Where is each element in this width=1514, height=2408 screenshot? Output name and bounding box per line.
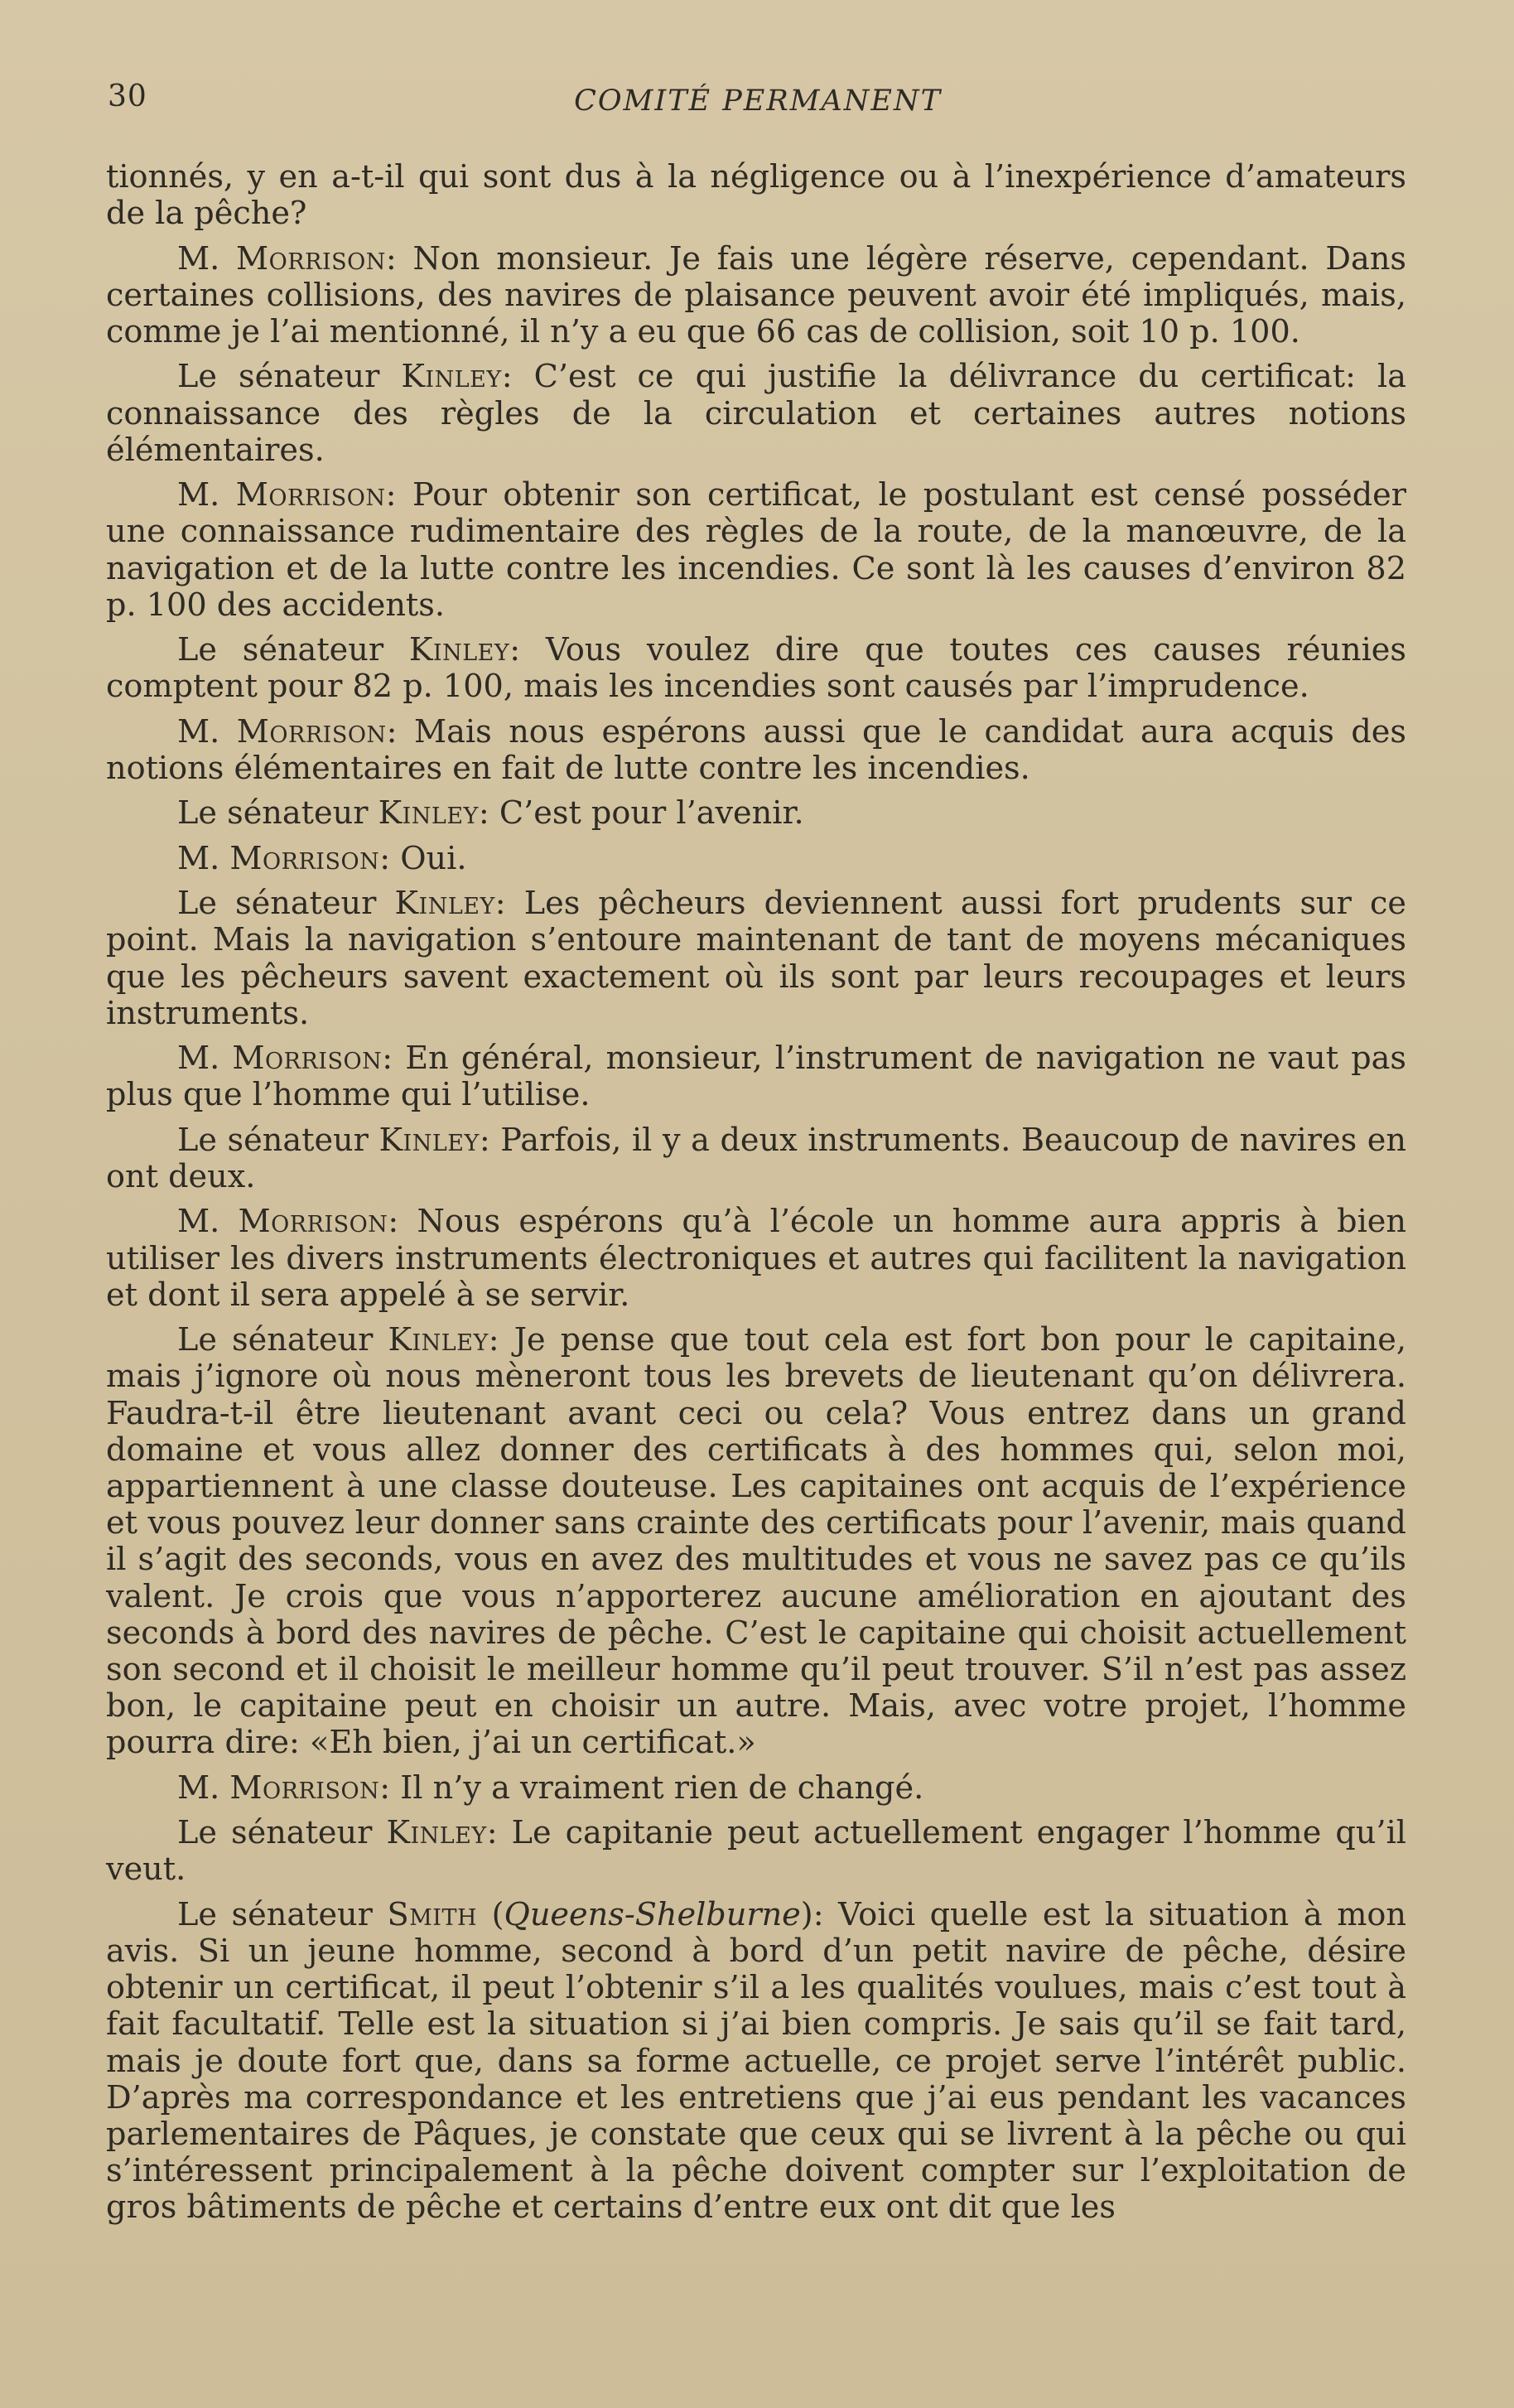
paragraph xyxy=(106,241,1406,351)
page-number: 30 xyxy=(108,80,147,113)
speaker-title: Le sénateur xyxy=(177,1122,369,1159)
speaker-name: Kinley xyxy=(408,632,510,669)
paragraph-text: : Je pense que tout cela est fort bon pour le capitaine, mais j’ignore où nous mèneront tous les brevets de lieutenant qu’on délivrera. Faudra-t-il être lieutenant avant ceci ou cela? Vous entrez dans un grand domaine et vous allez donner des certificats à des hommes qui, selon moi, appartiennent à une classe douteuse. Les capitaines ont acquis de l’expérience et vous pouvez leur donner sans crainte des certificats pour l’avenir, mais quand il s’agit des seconds, vous en avez des multitudes et vous ne savez pas ce qu’ils valent. Je crois que vous n’apporterez aucune amélioration en ajoutant des seconds à bord des navires de pêche. C’est le capitaine qui choisit actuellement son second et il choisit le meilleur homme qu’il peut trouver. S’il n’est pas assez bon, le capitaine peut en choisir un autre. Mais, avec votre projet, l’homme pourra dire: «Eh bien, j’ai un certificat.» xyxy=(106,1322,1407,1762)
paragraph xyxy=(106,1770,1406,1807)
paragraph-text: : Voici quelle est la situation à mon avis. Si un jeune homme, second à bord d’un petit navire de pêche, désire obtenir un certificat, il peut l’obtenir s’il a les qualités voulues, mais c’est tout à fait facultatif. Telle est la situation si j’ai bien compris. Je sais qu’il se fait tard, mais je doute fort que, dans sa forme actuelle, ce projet serve l’intérêt public. D’après ma correspondance et les entretiens que j’ai eus pendant les vacances parlementaires de Pâques, je constate que ceux qui se livrent à la pêche ou qui s’intéressent principalement à la pêche doivent compter sur l’exploitation de gros bâtiments de pêche et certains d’entre eux ont dit que les xyxy=(106,1896,1406,2227)
speaker-name: Morrison xyxy=(236,240,386,277)
paragraph-text: : Il n’y a vraiment rien de changé. xyxy=(379,1769,924,1807)
speaker-title: Le sénateur xyxy=(177,1815,373,1852)
speaker-title: M. xyxy=(177,1769,220,1807)
paragraph xyxy=(106,159,1406,232)
speaker-title: Le sénateur xyxy=(177,1322,374,1359)
speaker-name: Morrison xyxy=(238,1204,388,1241)
paragraph-text: : C’est pour l’avenir. xyxy=(478,795,804,832)
paragraph-text: : Pour obtenir son certificat, le postulant est censé posséder une connaissance rudimentaire des règles de la route, de la manœuvre, de la navigation et de la lutte contre les incendies. Ce sont là les causes d’environ 82 p. 100 des accidents. xyxy=(106,477,1406,624)
speaker-name: Smith xyxy=(387,1896,478,1933)
speaker-title: M. xyxy=(177,1204,220,1241)
speaker-name: Morrison xyxy=(235,477,386,514)
speaker-title: M. xyxy=(177,240,220,277)
paragraph xyxy=(106,841,1406,877)
speaker-title: Le sénateur xyxy=(177,795,369,832)
speaker-title: M. xyxy=(177,477,220,514)
paragraph xyxy=(106,1815,1406,1888)
paragraph xyxy=(106,632,1406,705)
body-text xyxy=(106,159,1406,2235)
speaker-title: Le sénateur xyxy=(177,886,377,923)
paragraph-text: : Mais nous espérons aussi que le candidat aura acquis des notions élémentaires en fait de lutte contre les incendies. xyxy=(106,713,1407,787)
speaker-title: M. xyxy=(177,713,220,750)
paragraph xyxy=(106,886,1406,1032)
paragraph xyxy=(106,1322,1406,1761)
page-header xyxy=(108,80,1408,129)
paragraph xyxy=(106,359,1406,469)
speaker-name: Kinley xyxy=(401,359,502,396)
paragraph-text: : Vous voulez dire que toutes ces causes réunies comptent pour 82 p. 100, mais les incendies sont causés par l’imprudence. xyxy=(106,632,1406,706)
paragraph-text: : Parfois, il y a deux instruments. Beaucoup de navires en ont deux. xyxy=(106,1122,1407,1195)
speaker-title: Le sénateur xyxy=(177,632,384,669)
speaker-name: Morrison xyxy=(229,840,380,877)
speaker-name: Kinley xyxy=(386,1815,487,1852)
running-head: COMITÉ PERMANENT xyxy=(574,84,942,118)
speaker-title: Le sénateur xyxy=(177,1896,373,1933)
speaker-name: Morrison xyxy=(236,713,387,750)
paragraph xyxy=(106,1204,1406,1314)
paragraph xyxy=(106,1122,1406,1195)
paragraph xyxy=(106,714,1406,787)
paragraph-text: : Oui. xyxy=(379,840,467,877)
speaker-name: Kinley xyxy=(388,1322,489,1359)
paragraph xyxy=(106,477,1406,624)
paragraph xyxy=(106,795,1406,832)
speaker-title: M. xyxy=(177,1040,220,1078)
speaker-name: Kinley xyxy=(378,795,479,832)
paragraph xyxy=(106,1040,1406,1113)
paragraph: Le sénateur Smith (Queens-Shelburne): Voici quelle est la situation à mon avis. Si un jeune homme, second à bord d’un petit navire de pêche, désire obtenir un certificat, il peut l’obtenir s’il a les qualités voulues, mais c’est tout à fait facultatif. Telle est la situation si j’ai bien compris. Je sais qu’il se fait tard, mais je doute fort que, dans sa forme actuelle, ce projet serve l’intérêt public. D’après ma correspondance et les entretiens que j’ai eus pendant les vacances parlementaires de Pâques, je constate que ceux qui se livrent à la pêche ou qui s’intéressent principalement à la pêche doivent compter sur l’exploitation de gros bâtiments de pêche et certains d’entre eux ont dit que les xyxy=(106,1896,1406,2227)
paragraph-text: : C’est ce qui justifie la délivrance du certificat: la connaissance des règles de la circulation et certaines autres notions élémentaires. xyxy=(106,359,1407,469)
speaker-name: Kinley xyxy=(378,1122,480,1159)
speaker-name: Morrison xyxy=(232,1040,383,1078)
paragraph-text: : Le capitanie peut actuellement engager l’homme qu’il veut. xyxy=(106,1815,1407,1889)
paragraph-text: tionnés, y en a-t-il qui sont dus à la négligence ou à l’inexpérience d’amateurs de la pêche? xyxy=(106,159,1406,233)
speaker-title: Le sénateur xyxy=(177,359,380,396)
speaker-title: M. xyxy=(177,840,220,877)
speaker-name: Morrison xyxy=(229,1769,380,1807)
paragraph-text: : Les pêcheurs deviennent aussi fort prudents sur ce point. Mais la navigation s’entoure maintenant de tant de moyens mécaniques que les pêcheurs savent exactement où ils sont par leurs recoupages et leurs instruments. xyxy=(106,886,1406,1032)
speaker-riding: Queens-Shelburne xyxy=(504,1896,801,1933)
paragraph-text: : Nous espérons qu’à l’école un homme aura appris à bien utiliser les divers instruments électroniques et autres qui facilitent la navigation et dont il sera appelé à se servir. xyxy=(106,1204,1407,1314)
speaker-name: Kinley xyxy=(394,886,495,923)
paragraph-text: : En général, monsieur, l’instrument de navigation ne vaut pas plus que l’homme qui l’utilise. xyxy=(106,1040,1407,1114)
paragraph-text: : Non monsieur. Je fais une légère réserve, cependant. Dans certaines collisions, des navires de plaisance peuvent avoir été impliqués, mais, comme je l’ai mentionné, il n’y a eu que 66 cas de collision, soit 10 p. 100. xyxy=(106,240,1407,350)
